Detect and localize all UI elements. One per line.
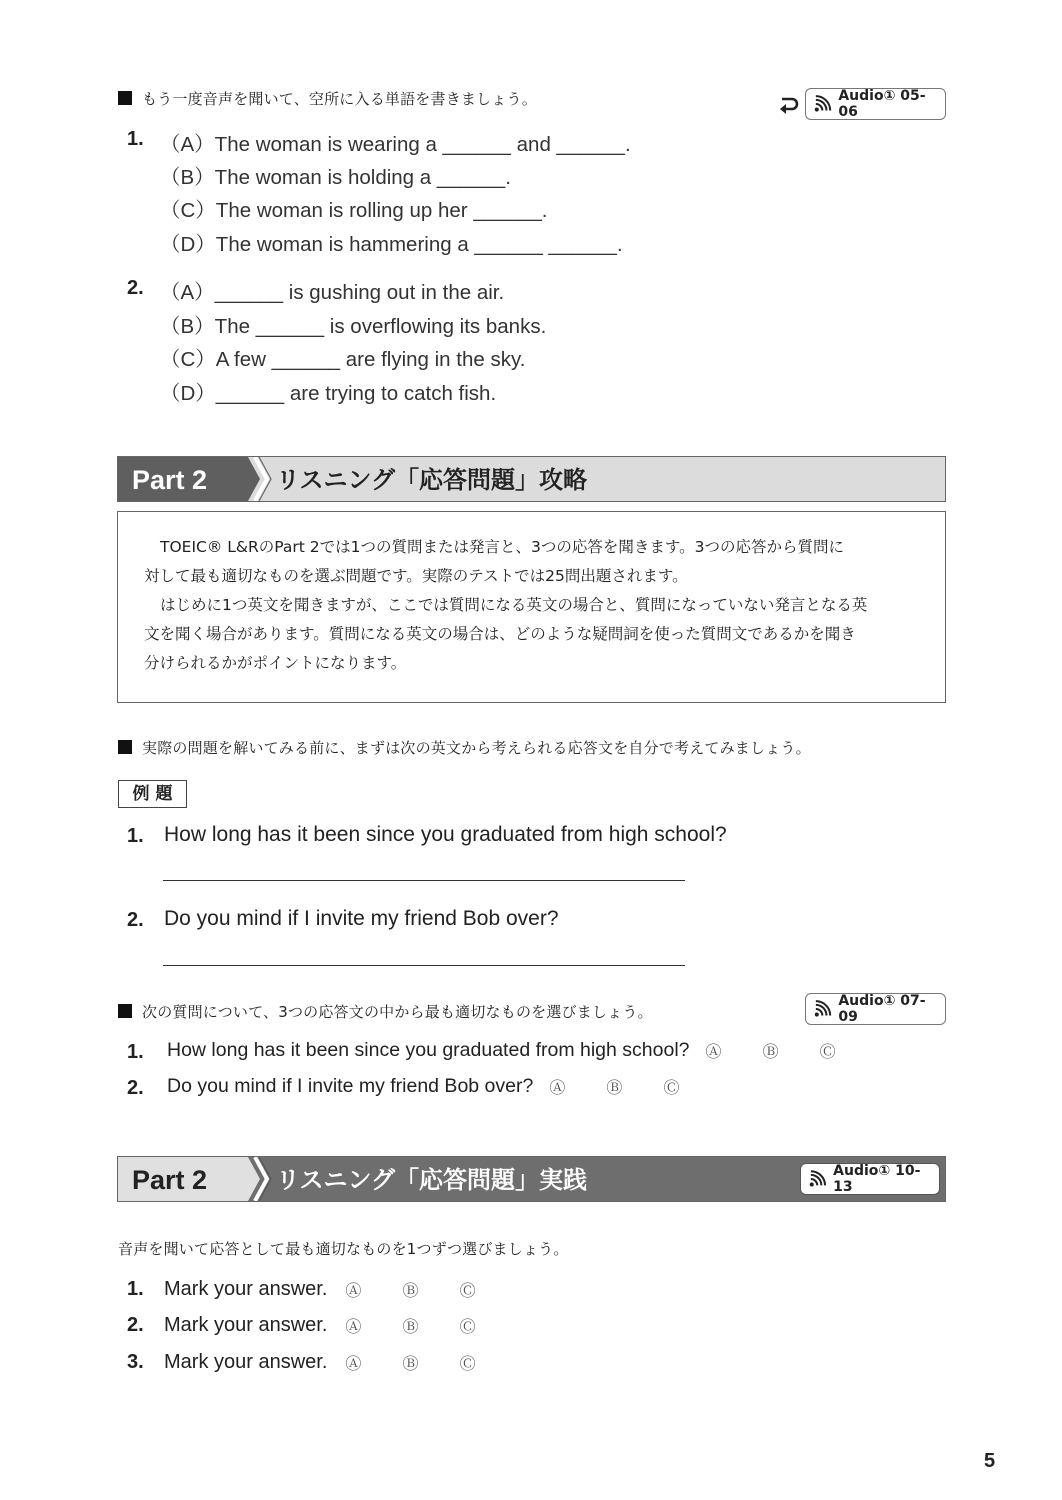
question-text: How long has it been since you graduated from high school? [164, 823, 727, 846]
question-number: 1. [127, 1041, 144, 1063]
audio-wave-icon [809, 1170, 829, 1188]
instruction-select-each: 音声を聞いて応答として最も適切なものを1つずつ選びましょう。 [118, 1240, 569, 1258]
question-row [167, 1075, 698, 1098]
answer-line[interactable] [163, 880, 685, 881]
instruction-text: 次の質問について、3つの応答文の中から最も適切なものを選びましょう。 [142, 1003, 653, 1021]
question-number: 1. [127, 128, 144, 150]
page-number: 5 [984, 1450, 996, 1472]
intro-line: 文を聞く場合があります。質問になる英文の場合は、どのような疑問詞を使った質問文であるかを聞き [144, 625, 856, 643]
question-text: How long has it been since you graduated from high school? [167, 1039, 690, 1061]
replay-icon[interactable] [778, 95, 800, 119]
mark-answer-text: Mark your answer. [164, 1278, 328, 1300]
option-b: （B）The woman is holding a ______. [160, 166, 511, 189]
answer-choices[interactable]: Ⓐ Ⓑ Ⓒ [549, 1078, 698, 1097]
intro-line: 対して最も適切なものを選ぶ問題です。実際のテストでは25問出題されます。 [144, 567, 688, 585]
answer-item [127, 1278, 494, 1301]
answer-choices[interactable]: Ⓐ Ⓑ Ⓒ [345, 1354, 494, 1373]
instruction-text: 実際の問題を解いてみる前に、まずは次の英文から考えられる応答文を自分で考えてみましょう。 [142, 739, 811, 757]
instruction-think-responses [118, 737, 811, 758]
intro-line: 分けられるかがポイントになります。 [144, 654, 407, 672]
example-label: 例 題 [118, 780, 187, 808]
audio-label: Audio① 10-13 [833, 1163, 921, 1195]
square-bullet-icon [118, 1004, 132, 1018]
instruction-choose-best [118, 1001, 653, 1022]
instruction-fill-blanks [118, 88, 537, 109]
intro-line: はじめに1つ英文を聞きますが、ここでは質問になる英文の場合と、質問になっていない発言となる英 [160, 596, 868, 614]
audio-badge-05-06[interactable] [805, 88, 946, 120]
question-number: 3. [127, 1351, 144, 1373]
question-row [167, 1039, 854, 1062]
option-a: （A）______ is gushing out in the air. [160, 281, 505, 304]
question-number: 2. [127, 277, 144, 299]
audio-wave-icon [814, 95, 834, 113]
option-a: （A）The woman is wearing a ______ and ______. [160, 133, 631, 156]
mark-answer-text: Mark your answer. [164, 1314, 328, 1336]
answer-choices[interactable]: Ⓐ Ⓑ Ⓒ [705, 1042, 854, 1061]
question-number: 2. [127, 909, 144, 931]
part-label: Part 2 [118, 1157, 248, 1201]
audio-label: Audio① 05-06 [838, 88, 926, 120]
audio-label: Audio① 07-09 [838, 993, 926, 1025]
option-b: （B）The ______ is overflowing its banks. [160, 315, 547, 338]
question-number: 1. [127, 825, 144, 847]
part-label: Part 2 [118, 457, 248, 501]
question-number: 2. [127, 1314, 144, 1336]
question-text: Do you mind if I invite my friend Bob over? [167, 1075, 534, 1097]
chevron-right-icon [248, 457, 272, 501]
option-c: （C）A few ______ are flying in the sky. [160, 348, 526, 371]
answer-item [127, 1351, 494, 1374]
banner-title: リスニング「応答問題」攻略 [276, 466, 588, 494]
question-text: Do you mind if I invite my friend Bob over? [164, 907, 559, 930]
banner-title: リスニング「応答問題」実践 [276, 1166, 588, 1194]
mark-answer-text: Mark your answer. [164, 1351, 328, 1373]
part2-strategy-banner [117, 456, 946, 502]
audio-badge-10-13[interactable] [800, 1163, 940, 1195]
chevron-right-icon [248, 1157, 272, 1201]
instruction-text: もう一度音声を聞いて、空所に入る単語を書きましょう。 [142, 90, 537, 108]
answer-choices[interactable]: Ⓐ Ⓑ Ⓒ [345, 1281, 494, 1300]
option-c: （C）The woman is rolling up her ______. [160, 199, 548, 222]
part2-practice-banner [117, 1156, 946, 1202]
option-d: （D）The woman is hammering a ______ ______. [160, 233, 623, 256]
square-bullet-icon [118, 91, 132, 105]
audio-badge-07-09[interactable] [805, 993, 946, 1025]
audio-wave-icon [814, 1000, 834, 1018]
option-d: （D）______ are trying to catch fish. [160, 382, 497, 405]
intro-box [117, 511, 946, 703]
question-number: 1. [127, 1278, 144, 1300]
answer-choices[interactable]: Ⓐ Ⓑ Ⓒ [345, 1317, 494, 1336]
answer-item [127, 1314, 494, 1337]
intro-line: TOEIC® L&RのPart 2では1つの質問または発言と、3つの応答を聞きます。3つの応答から質問に [160, 538, 845, 556]
square-bullet-icon [118, 740, 132, 754]
answer-line[interactable] [163, 965, 685, 966]
question-number: 2. [127, 1077, 144, 1099]
